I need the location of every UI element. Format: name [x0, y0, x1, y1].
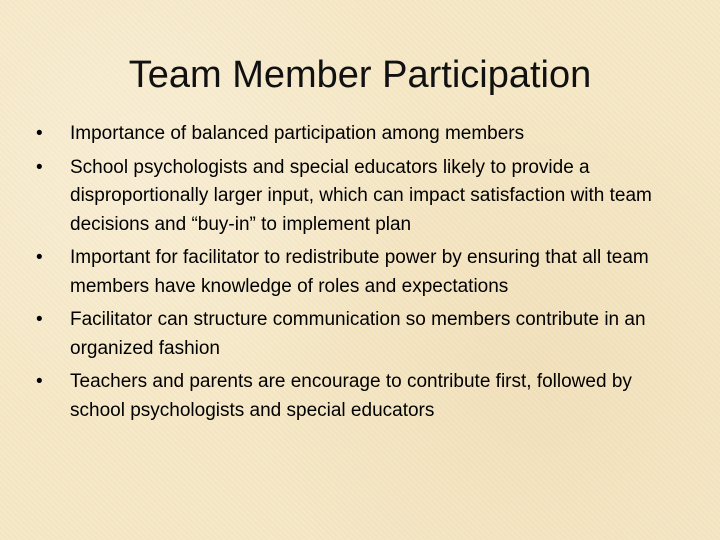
bullet-icon: • — [36, 156, 43, 178]
bullet-item — [36, 120, 686, 149]
bullet-item — [36, 368, 686, 425]
slide-title: Team Member Participation — [128, 54, 592, 96]
bullet-item — [36, 306, 686, 363]
bullet-item — [36, 154, 686, 240]
bullet-text: School psychologists and special educators likely to provide a disproportionally larger input, which can impact satisfaction with team decisions and “buy-in” to implement plan — [70, 156, 652, 235]
bullet-text: Important for facilitator to redistribute power by ensuring that all team members have knowledge of roles and expectations — [70, 247, 649, 297]
bullet-icon: • — [36, 123, 43, 144]
bullet-text: Teachers and parents are encourage to contribute first, followed by school psychologists and special educators — [70, 371, 632, 421]
bullet-list — [36, 120, 686, 430]
bullet-icon: • — [36, 309, 43, 330]
bullet-item — [36, 244, 686, 301]
bullet-text: Facilitator can structure communication so members contribute in an organized fashion — [70, 309, 646, 359]
bullet-icon: • — [36, 247, 43, 268]
bullet-icon: • — [36, 371, 43, 392]
bullet-text: Importance of balanced participation among members — [70, 123, 525, 144]
